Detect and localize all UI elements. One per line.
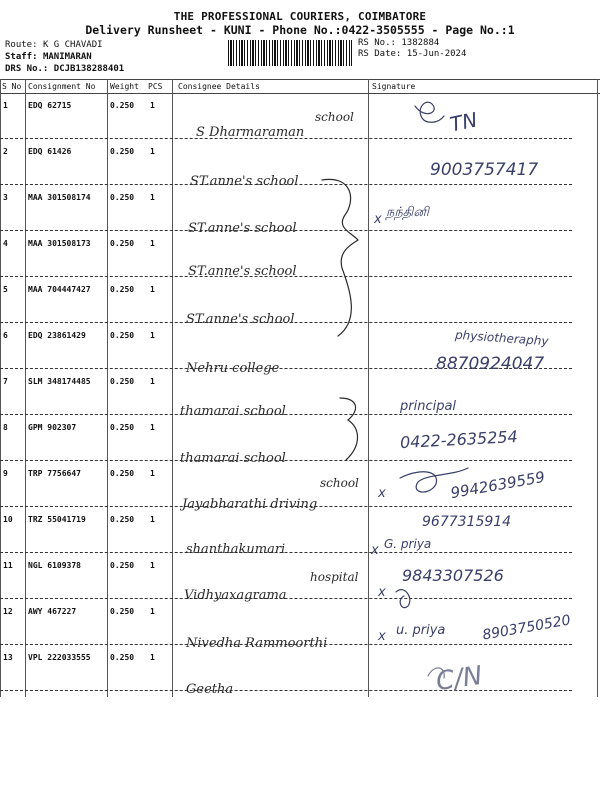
handwritten-note: principal: [400, 399, 457, 414]
handwritten-consignee: ST.anne's school: [186, 312, 295, 327]
handwritten-signature: நந்தினி: [386, 205, 429, 220]
row-sno: 4: [3, 239, 8, 248]
row-weight: 0.250: [110, 193, 135, 202]
handwritten-consignee: ST.anne's school: [190, 174, 299, 189]
row-consignment-no: EDQ 23861429: [28, 331, 86, 340]
col-signature-header: Signature: [372, 82, 416, 91]
row-pcs: 1: [150, 377, 155, 386]
col-consignment-header: Consignment No: [28, 82, 96, 91]
handwritten-phone: 9003757417: [430, 160, 539, 180]
handwritten-phone: 8870924047: [436, 354, 545, 374]
row-consignment-no: MAA 704447427: [28, 285, 91, 294]
rs-date-label: RS Date:: [358, 49, 402, 59]
row-consignment-no: SLM 348174485: [28, 377, 91, 386]
row-sno: 13: [3, 653, 13, 662]
row-consignment-no: TRP 7756647: [28, 469, 81, 478]
handwritten-note: school: [320, 476, 359, 490]
col-pcs-header: PCS: [148, 82, 163, 91]
handwritten-phone: 9942639559: [449, 467, 547, 503]
handwritten-consignee: Jayabharathi driving: [182, 497, 318, 512]
handwritten-signature: TN: [447, 107, 480, 137]
row-weight: 0.250: [110, 285, 135, 294]
row-weight: 0.250: [110, 423, 135, 432]
signature-scribble: [428, 668, 444, 678]
route-value: K G CHAVADI: [42, 40, 103, 50]
handwritten-phone: 9677315914: [422, 514, 512, 530]
handwritten-consignee: shanthakumari: [186, 542, 286, 557]
row-sno: 10: [3, 515, 13, 524]
staff-label: Staff:: [5, 52, 38, 62]
row-weight: 0.250: [110, 147, 135, 156]
handwritten-phone: 0422-2635254: [399, 426, 519, 453]
row-consignment-no: VPL 222033555: [28, 653, 91, 662]
handwritten-consignee: Geetha: [186, 682, 234, 697]
handwritten-note: hospital: [310, 570, 359, 584]
row-sno: 2: [3, 147, 8, 156]
row-consignment-no: TRZ 55041719: [28, 515, 86, 524]
cross-mark: x: [378, 585, 386, 600]
row-sno: 8: [3, 423, 8, 432]
cross-mark: x: [378, 486, 386, 501]
row-consignment-no: EDQ 62715: [28, 101, 72, 110]
row-pcs: 1: [150, 239, 155, 248]
rs-date-value: 15-Jun-2024: [406, 49, 467, 59]
route-label: Route:: [5, 40, 38, 50]
grouping-brace: [340, 398, 358, 460]
rs-no-label: RS No.:: [358, 38, 396, 48]
handwritten-consignee: ST.anne's school: [188, 221, 297, 236]
row-weight: 0.250: [110, 515, 135, 524]
row-consignment-no: EDQ 61426: [28, 147, 72, 156]
col-weight-header: Weight: [110, 82, 139, 91]
row-sno: 6: [3, 331, 8, 340]
row-consignment-no: GPM 902307: [28, 423, 77, 432]
row-weight: 0.250: [110, 561, 135, 570]
handwritten-signature: C/N: [434, 660, 485, 698]
row-sno: 11: [3, 561, 13, 570]
row-pcs: 1: [150, 653, 155, 662]
row-consignment-no: MAA 301508174: [28, 193, 91, 202]
row-weight: 0.250: [110, 653, 135, 662]
row-sno: 5: [3, 285, 8, 294]
handwritten-signature: G. priya: [384, 537, 432, 551]
row-consignment-no: MAA 301508173: [28, 239, 91, 248]
handwritten-consignee: S Dharmaraman: [196, 125, 305, 140]
row-pcs: 1: [150, 147, 155, 156]
company-name: THE PROFESSIONAL COURIERS, COIMBATORE: [173, 10, 427, 23]
handwritten-note: physiotheraphy: [454, 327, 549, 349]
handwritten-phone: 8903750520: [481, 612, 572, 644]
row-weight: 0.250: [110, 377, 135, 386]
handwritten-consignee: Nehru college: [186, 361, 280, 376]
drs-value: DCJB138288401: [53, 64, 125, 74]
row-pcs: 1: [150, 101, 155, 110]
col-sno-header: S No: [2, 82, 22, 91]
row-pcs: 1: [150, 515, 155, 524]
handwritten-consignee: thamarai school: [180, 451, 286, 466]
staff-value: MANIMARAN: [42, 52, 92, 62]
row-sno: 1: [3, 101, 8, 110]
row-pcs: 1: [150, 423, 155, 432]
row-weight: 0.250: [110, 469, 135, 478]
cross-mark: x: [374, 212, 382, 227]
row-weight: 0.250: [110, 331, 135, 340]
cross-mark: x: [371, 543, 379, 558]
drs-label: DRS No.:: [5, 64, 49, 74]
signature-scribble: [400, 468, 468, 492]
row-weight: 0.250: [110, 607, 135, 616]
grouping-brace: [322, 179, 358, 336]
row-sno: 9: [3, 469, 8, 478]
handwritten-consignee: Vidhyaxagrama: [184, 588, 287, 603]
row-weight: 0.250: [110, 239, 135, 248]
cross-mark: x: [378, 629, 386, 644]
row-consignment-no: AWY 467227: [28, 607, 77, 616]
handwritten-consignee: ST.anne's school: [188, 264, 297, 279]
row-weight: 0.250: [110, 101, 135, 110]
rs-no-value: 1382884: [401, 38, 440, 48]
row-sno: 3: [3, 193, 8, 202]
row-pcs: 1: [150, 285, 155, 294]
row-consignment-no: NGL 6109378: [28, 561, 81, 570]
handwritten-consignee: Nivedha Rammoorthi: [186, 636, 328, 651]
col-consignee-header: Consignee Details: [178, 82, 260, 91]
row-pcs: 1: [150, 331, 155, 340]
row-pcs: 1: [150, 193, 155, 202]
signature-scribble: [396, 590, 410, 608]
signature-scribble: [415, 102, 444, 122]
row-sno: 7: [3, 377, 8, 386]
handwritten-consignee: thamarai school: [180, 404, 286, 419]
row-pcs: 1: [150, 607, 155, 616]
runsheet-title: Delivery Runsheet - KUNI - Phone No.:0422-3505555 - Page No.:1: [85, 23, 515, 37]
handwritten-note: school: [315, 110, 354, 124]
row-pcs: 1: [150, 561, 155, 570]
row-sno: 12: [3, 607, 13, 616]
handwritten-phone: 9843307526: [402, 566, 504, 585]
handwritten-signature: u. priya: [396, 623, 446, 638]
row-pcs: 1: [150, 469, 155, 478]
